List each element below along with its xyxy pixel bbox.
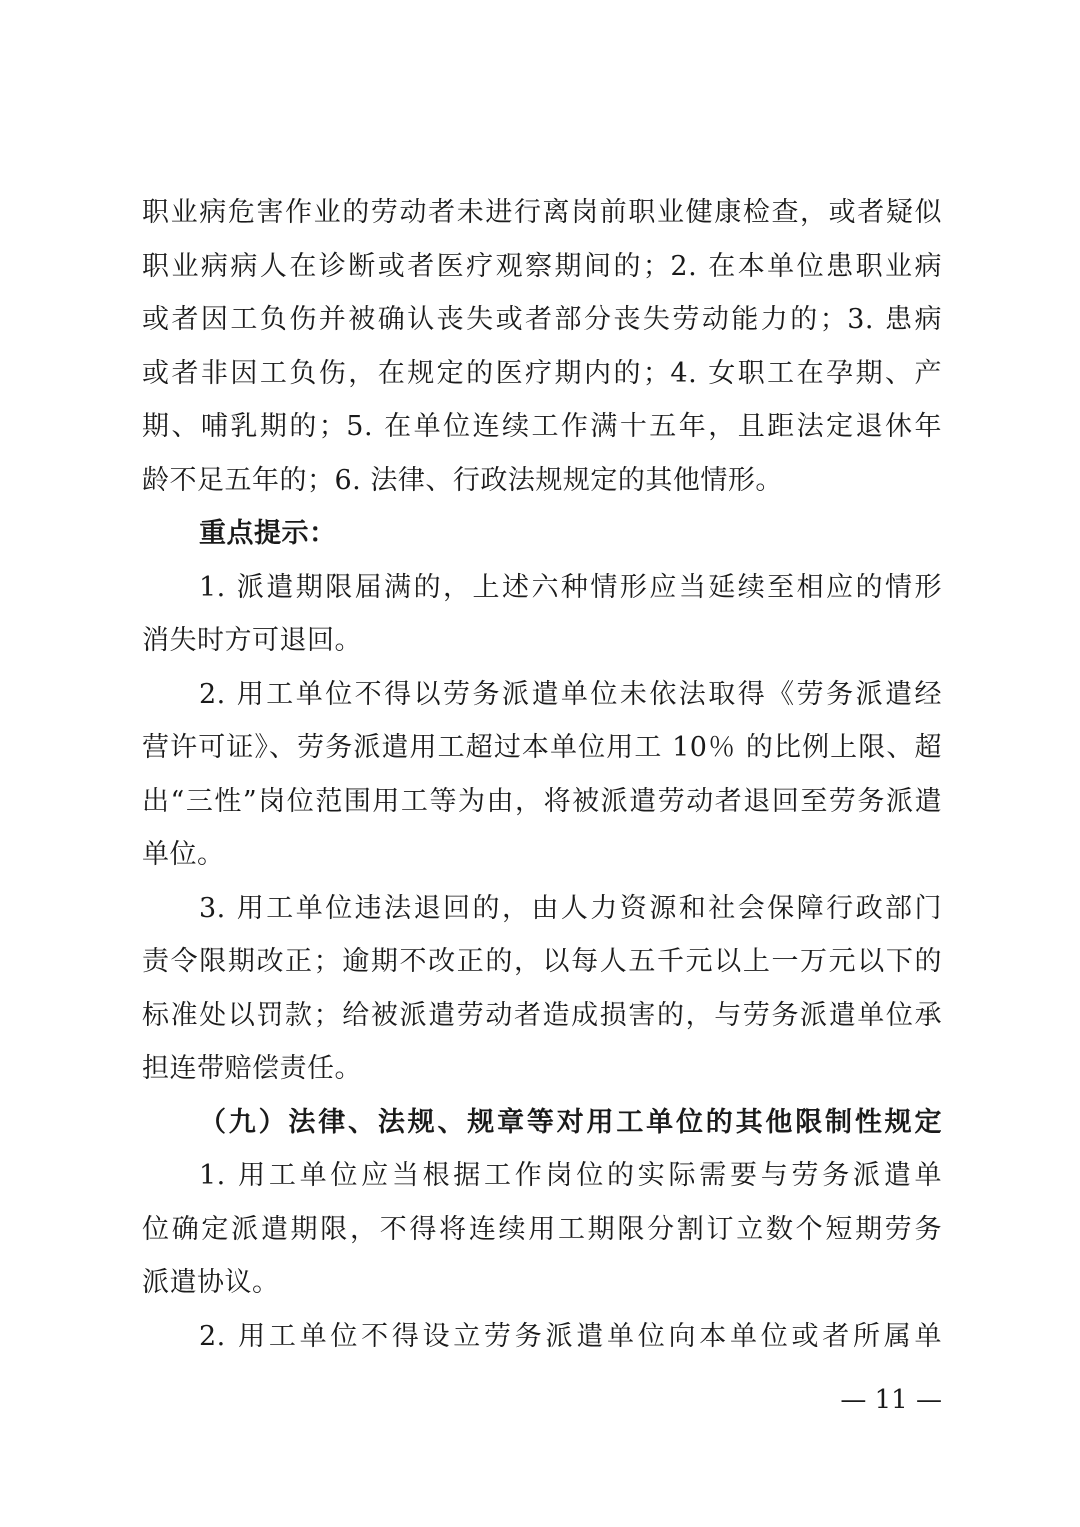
- document-body: [142, 186, 942, 1363]
- text-line: 龄不足五年的；6. 法律、行政法规规定的其他情形。: [142, 464, 783, 496]
- text-line: 期、哺乳期的；5. 在单位连续工作满十五年，且距法定退休年: [142, 411, 942, 442]
- section-heading-key-tips: 重点提示：: [199, 518, 337, 549]
- text-line: 2. 用工单位不得以劳务派遣单位未依法取得《劳务派遣经: [199, 678, 942, 710]
- text-line: 单位。: [142, 839, 225, 870]
- text-line: 消失时方可退回。: [142, 625, 362, 656]
- text-line: 派遣协议。: [142, 1267, 280, 1298]
- text-line: 位确定派遣期限，不得将连续用工期限分割订立数个短期劳务: [142, 1213, 942, 1245]
- text-line: 责令限期改正；逾期不改正的，以每人五千元以上一万元以下的: [142, 946, 942, 977]
- text-line: 职业病危害作业的劳动者未进行离岗前职业健康检查，或者疑似: [142, 197, 942, 228]
- text-line: 1. 用工单位应当根据工作岗位的实际需要与劳务派遣单: [199, 1160, 942, 1191]
- text-line: 职业病病人在诊断或者医疗观察期间的；2. 在本单位患职业病: [142, 250, 942, 282]
- text-line: 营许可证》、劳务派遣用工超过本单位用工 10％ 的比例上限、超: [142, 732, 942, 763]
- text-line: 或者非因工负伤，在规定的医疗期内的；4. 女职工在孕期、产: [142, 357, 942, 389]
- text-line: 担连带赔偿责任。: [142, 1053, 362, 1084]
- text-line: 标准处以罚款；给被派遣劳动者造成损害的，与劳务派遣单位承: [142, 999, 942, 1031]
- text-line: 3. 用工单位违法退回的，由人力资源和社会保障行政部门: [199, 892, 942, 924]
- page-number: — 11 —: [840, 1385, 942, 1415]
- text-line: 1. 派遣期限届满的，上述六种情形应当延续至相应的情形: [199, 571, 942, 603]
- text-line: 2. 用工单位不得设立劳务派遣单位向本单位或者所属单: [199, 1320, 942, 1352]
- text-line: 或者因工负伤并被确认丧失或者部分丧失劳动能力的；3. 患病: [142, 304, 942, 335]
- text-line: 出“三性”岗位范围用工等为由，将被派遣劳动者退回至劳务派遣: [142, 785, 942, 817]
- section-heading-nine: （九）法律、法规、规章等对用工单位的其他限制性规定: [199, 1106, 942, 1138]
